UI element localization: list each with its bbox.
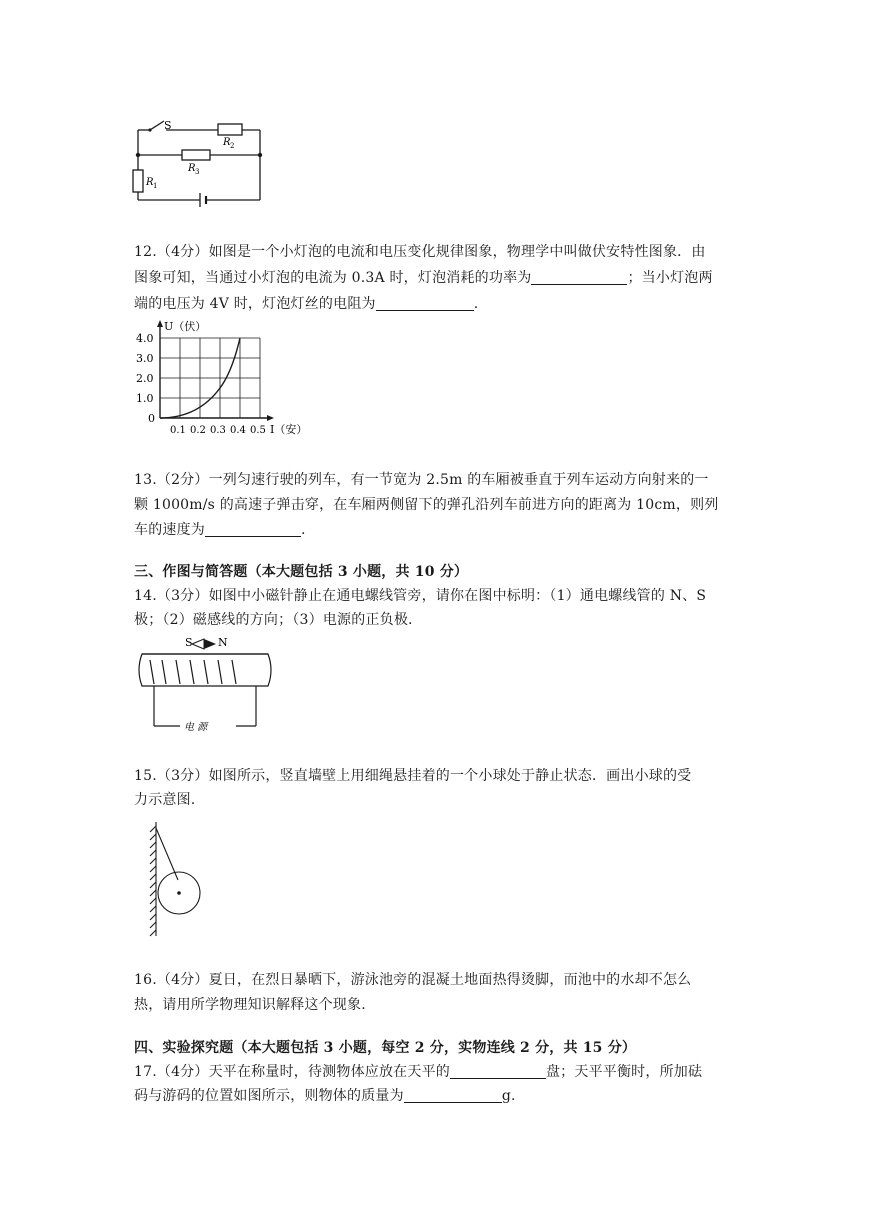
- q17-line2-tail: g.: [501, 1088, 516, 1104]
- compass-s-label: S: [185, 636, 193, 649]
- q15-line1: 15.（3分）如图所示，竖直墙壁上用细绳悬挂着的一个小球处于静止状态．画出小球的受: [134, 768, 692, 784]
- q12-line3-tail: .: [473, 296, 479, 312]
- q16-line2: 热，请用所学物理知识解释这个现象.: [134, 997, 366, 1013]
- x-tick: 0.1: [170, 425, 186, 436]
- power-source-label: 电 源: [184, 722, 208, 733]
- y-tick: 0: [148, 412, 155, 425]
- q13-line1: 13.（2分）一列匀速行驶的列车，有一节宽为 2.5m 的车厢被垂直于列车运动方向射来的一: [134, 472, 709, 488]
- q12-line2-tail: ；当小灯泡两: [627, 270, 713, 286]
- y-tick: 4.0: [136, 332, 154, 345]
- q14-line2: 极；（2）磁感线的方向；（3）电源的正负极.: [134, 612, 413, 628]
- hanging-ball-diagram: [142, 818, 214, 940]
- q13-line3-text: 车的速度为: [134, 522, 205, 538]
- r1-sub: 1: [153, 182, 158, 190]
- circuit-diagram: [130, 108, 270, 208]
- r3-label: R: [188, 163, 196, 174]
- q14-line1: 14.（3分）如图中小磁针静止在通电螺线管旁，请你在图中标明：（1）通电螺线管的 N、S: [134, 588, 707, 604]
- answer-blank[interactable]: [376, 296, 474, 311]
- q13-line2: 颗 1000m/s 的高速子弹击穿，在车厢两侧留下的弹孔沿列车前进方向的距离为 10cm，则列: [134, 497, 719, 513]
- answer-blank[interactable]: [531, 270, 627, 285]
- q17-line1-text: 17.（4分）天平在称量时，待测物体应放在天平的: [134, 1064, 450, 1080]
- x-axis-label: I（安）: [270, 423, 308, 436]
- q17-line2: [134, 1087, 516, 1105]
- x-tick: 0.3: [210, 425, 226, 436]
- x-tick: 0.5: [250, 425, 266, 436]
- switch-label: S: [164, 119, 172, 132]
- section-heading: 三、作图与简答题（本大题包括 3 小题，共 10 分）: [134, 564, 469, 580]
- q12-line1: 12.（4分）如图是一个小灯泡的电流和电压变化规律图象，物理学中叫做伏安特性图象．由: [134, 244, 706, 260]
- y-tick: 1.0: [136, 392, 154, 405]
- q12-line2: [134, 269, 713, 287]
- x-tick: 0.2: [190, 425, 206, 436]
- q13-line3: [134, 521, 306, 539]
- q12-line3: [134, 295, 478, 313]
- answer-blank[interactable]: [450, 1064, 546, 1079]
- r3-sub: 3: [195, 168, 200, 176]
- answer-blank[interactable]: [404, 1088, 502, 1103]
- q17-line1-tail: 盘；天平平衡时，所加砝: [545, 1064, 703, 1080]
- x-tick: 0.4: [230, 425, 246, 436]
- r2-label: R: [223, 137, 231, 148]
- y-tick: 2.0: [136, 372, 154, 385]
- q17-line1: [134, 1063, 702, 1081]
- q16-line1: 16.（4分）夏日，在烈日暴晒下，游泳池旁的混凝土地面热得烫脚，而池中的水却不怎么: [134, 972, 692, 988]
- solenoid-diagram: [132, 634, 278, 734]
- r1-label: R: [146, 177, 154, 188]
- compass-n-label: N: [218, 636, 228, 649]
- q17-line2-text: 码与游码的位置如图所示，则物体的质量为: [134, 1088, 404, 1104]
- q13-line3-tail: .: [301, 522, 306, 538]
- r2-sub: 2: [230, 142, 235, 150]
- y-tick: 3.0: [136, 352, 154, 365]
- q15-line2: 力示意图.: [134, 792, 196, 808]
- iv-graph: [128, 318, 328, 438]
- q12-line3-text: 端的电压为 4V 时，灯泡灯丝的电阻为: [134, 296, 376, 312]
- section-heading: 四、实验探究题（本大题包括 3 小题，每空 2 分，实物连线 2 分，共 15 分）: [134, 1040, 637, 1056]
- y-axis-label: U（伏）: [164, 320, 207, 333]
- answer-blank[interactable]: [205, 522, 301, 537]
- q12-line2-text: 图象可知，当通过小灯泡的电流为 0.3A 时，灯泡消耗的功率为: [134, 270, 532, 286]
